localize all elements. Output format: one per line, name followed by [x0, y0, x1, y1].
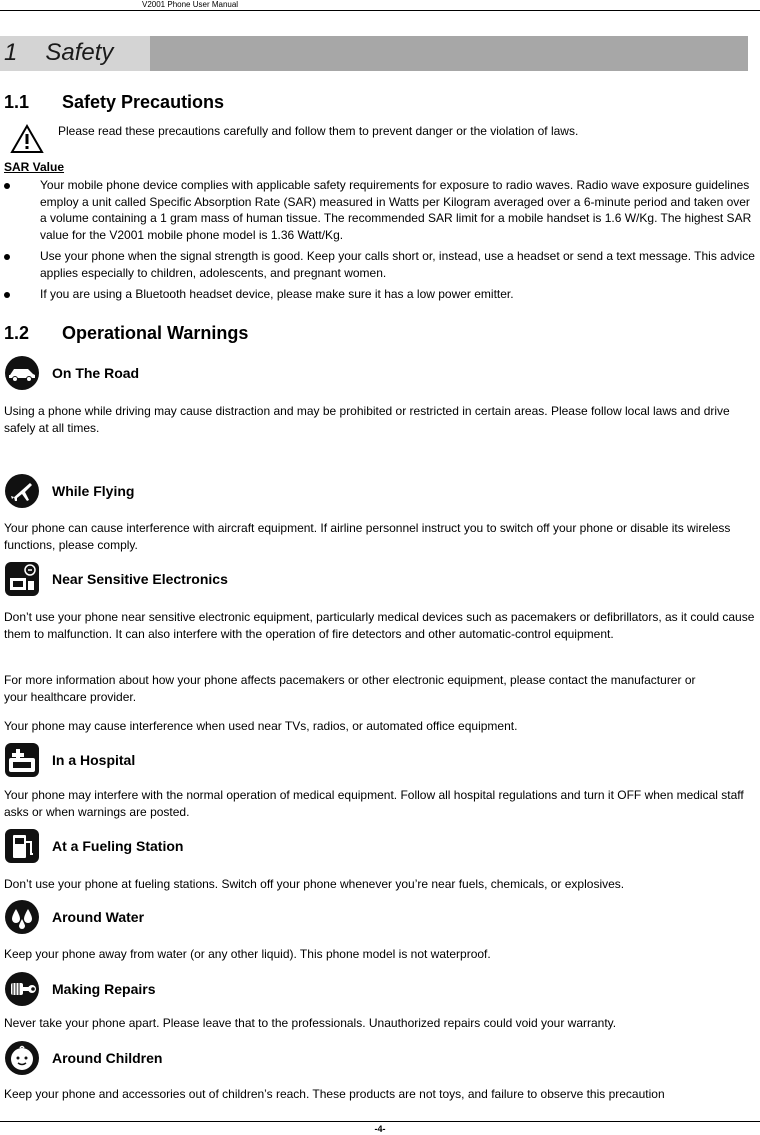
bullet-dot [4, 254, 10, 260]
warning-text: Your phone may interfere with the normal operation of medical equipment. Follow all hospital regulations and turn it OFF when medical staff asks or when warnings are posted. [4, 788, 744, 819]
bullet-dot [4, 183, 10, 189]
warning-text: Keep your phone away from water (or any other liquid). This phone model is not waterproof. [4, 947, 491, 961]
warning-sensitive-electronics [4, 561, 604, 597]
section-title: Operational Warnings [62, 323, 249, 343]
electronics-icon [4, 561, 40, 597]
sar-bullet-3: If you are using a Bluetooth headset device, please make sure it has a low power emitter. [40, 287, 514, 301]
hospital-icon [4, 742, 40, 778]
warning-text: Using a phone while driving may cause distraction and may be prohibited or restricted in certain areas. Please follow local laws and drive safely at all times. [4, 404, 730, 435]
warning-text: For more information about how your phone affects pacemakers or other electronic equipment, please contact the manufacturer or your healthcare provider. [4, 673, 696, 704]
warning-heading: At a Fueling Station [52, 838, 184, 854]
child-face-icon [4, 1040, 40, 1076]
water-drops-icon [4, 899, 40, 935]
section-heading-1-1 [4, 91, 224, 113]
section-number: 1.1 [4, 92, 30, 112]
warning-text: Don’t use your phone near sensitive electronic equipment, particularly medical devices such as pacemakers or defibrillators, as it could cause them to malfunction. It can also interfere with the operation of fire detectors and other automatic-control equipment. [4, 610, 755, 641]
warning-heading: While Flying [52, 483, 135, 499]
header-rule [0, 10, 760, 11]
sar-bullet-2: Use your phone when the signal strength is good. Keep your calls short or, instead, use a headset or send a text message. This advice applies especially to children, adolescents, and pregnant women. [40, 249, 755, 280]
page-number: -4- [374, 1124, 386, 1134]
section-title: Safety Precautions [62, 92, 225, 112]
warning-text: Don’t use your phone at fueling stations. Switch off your phone whenever you’re near fuels, chemicals, or explosives. [4, 877, 625, 891]
footer-rule [0, 1121, 760, 1122]
warning-while-flying [4, 473, 604, 509]
warning-heading: Around Children [52, 1050, 163, 1066]
car-icon [4, 355, 40, 391]
warning-around-children [4, 1040, 604, 1076]
section-number: 1.2 [4, 323, 30, 343]
warning-heading: Around Water [52, 909, 145, 925]
warning-text: Keep your phone and accessories out of children’s reach. These products are not toys, and failure to observe this precaution [4, 1087, 665, 1101]
fuel-pump-icon [4, 828, 40, 864]
precautions-intro: Please read these precautions carefully and follow them to prevent danger or the violation of laws. [58, 124, 579, 138]
sar-label: SAR Value [4, 160, 65, 174]
warning-text: Your phone can cause interference with aircraft equipment. If airline personnel instruct you to switch off your phone or disable its wireless functions, please comply. [4, 521, 731, 552]
warning-heading: In a Hospital [52, 752, 136, 768]
warning-heading: Making Repairs [52, 981, 156, 997]
warning-triangle-icon [10, 124, 44, 154]
section-heading-1-2 [4, 322, 248, 344]
warning-text: Your phone may cause interference when used near TVs, radios, or automated office equipment. [4, 719, 518, 733]
warning-on-the-road [4, 355, 604, 391]
bullet-dot [4, 292, 10, 298]
airplane-icon [4, 473, 40, 509]
warning-making-repairs [4, 971, 604, 1007]
wrench-hand-icon [4, 971, 40, 1007]
sar-bullet-1: Your mobile phone device complies with applicable safety requirements for exposure to radio waves. Radio wave exposure guidelines employ a unit called Specific Absorption Rate (SAR) measured in Watts per Kilogram averaged over a 6-minute period and taken over a volume containing a 1 gram mass of human tissue. The recommended SAR limit for a mobile handset is 1.6 W/Kg. The highest SAR value for the V2001 mobile phone model is 1.36 Watt/Kg. [40, 178, 752, 242]
warning-in-a-hospital [4, 742, 604, 778]
warning-heading: On The Road [52, 365, 140, 381]
warning-fueling-station [4, 828, 604, 864]
warning-text: Never take your phone apart. Please leave that to the professionals. Unauthorized repairs could void your warranty. [4, 1016, 617, 1030]
chapter-heading [4, 38, 113, 68]
warning-heading: Near Sensitive Electronics [52, 571, 228, 587]
warning-around-water [4, 899, 604, 935]
running-header: V2001 Phone User Manual [142, 0, 239, 9]
chapter-title: Safety [45, 39, 114, 66]
chapter-number: 1 [4, 39, 18, 66]
